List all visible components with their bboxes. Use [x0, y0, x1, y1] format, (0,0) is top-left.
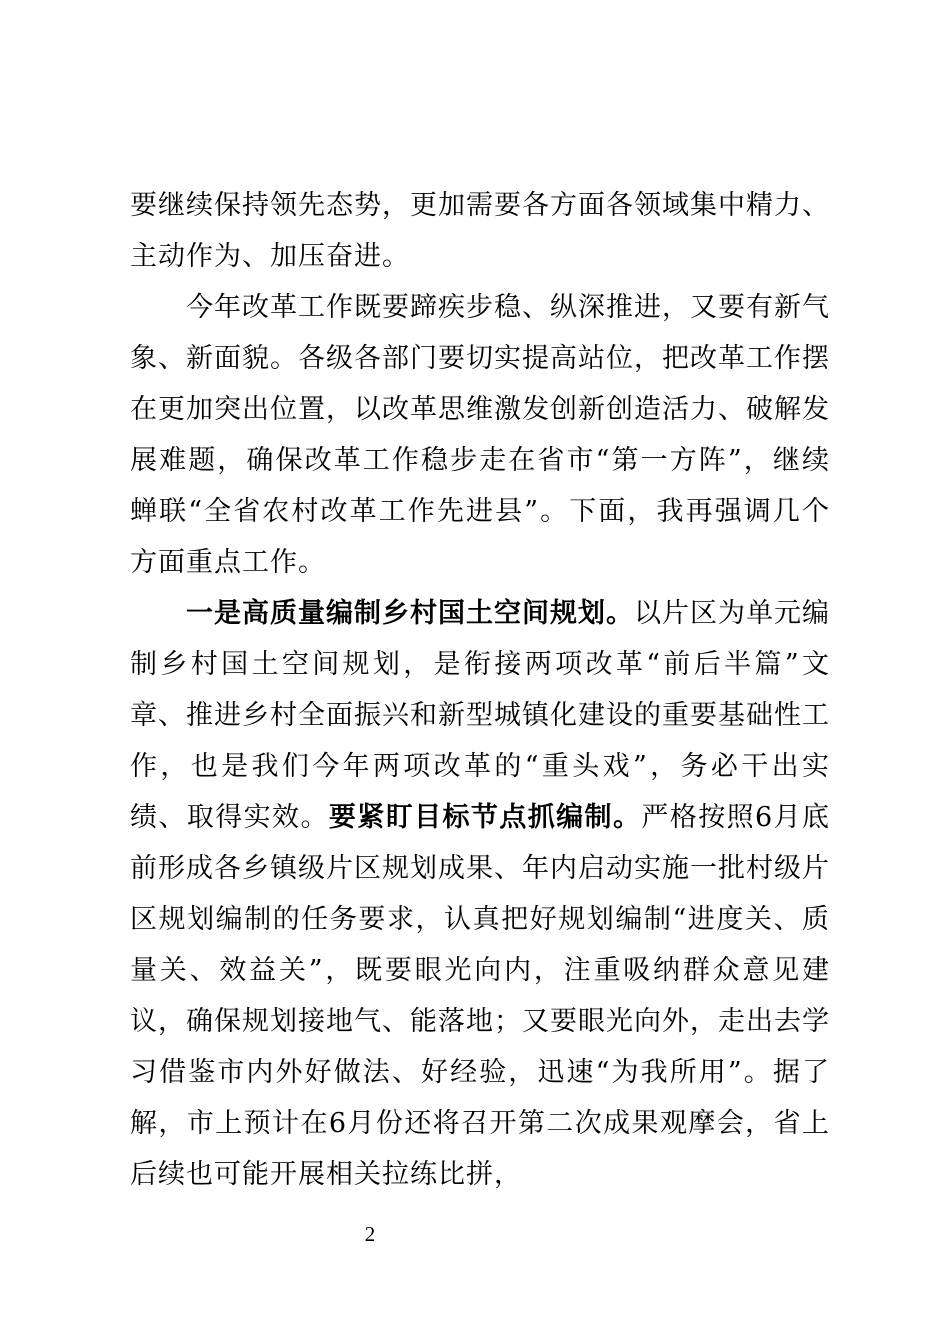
paragraph-2-text: 今年改革工作既要蹄疾步稳、纵深推进，又要有新气象、新面貌。各级各部门要切实提高站位，把改革工作摆在更加突出位置，以改革思维激发创新创造活力、破解发展难题，确保改革工作稳步走在省市“第一方阵”，继续蝉联“全省农村改革工作先进县”。下面，我再强调几个方面重点工作。	[130, 292, 830, 578]
sub-heading-1: 要紧盯目标节点抓编制。	[328, 802, 642, 833]
page-number: 2	[364, 1222, 376, 1246]
section-heading-1: 一是高质量编制乡村国土空间规划。	[186, 598, 634, 629]
paragraph-2	[130, 282, 830, 588]
paragraph-1-text: 要继续保持领先态势，更加需要各方面各领域集中精力、主动作为、加压奋进。	[130, 190, 830, 272]
paragraph-3	[130, 588, 830, 1200]
document-body	[130, 180, 830, 1200]
paragraph-3-text-a: 以片区为单元编制乡村国土空间规划，是衔接两项改革“前后半篇”文章、推进乡村全面振兴和新型城镇化建设的重要基础性工作，也是我们今年两项改革的“重头戏”，务必干出实绩、取得实效。	[130, 598, 830, 833]
paragraph-1	[130, 180, 830, 282]
paragraph-3-text-b: 严格按照6月底前形成各乡镇级片区规划成果、年内启动实施一批村级片区规划编制的任务要求，认真把好规划编制“进度关、质量关、效益关”，既要眼光向内，注重吸纳群众意见建议，确保规划接地气、能落地；又要眼光向外，走出去学习借鉴市内外好做法、好经验，迅速“为我所用”。据了解，市上预计在6月份还将召开第二次成果观摩会，省上后续也可能开展相关拉练比拼，	[130, 802, 831, 1190]
